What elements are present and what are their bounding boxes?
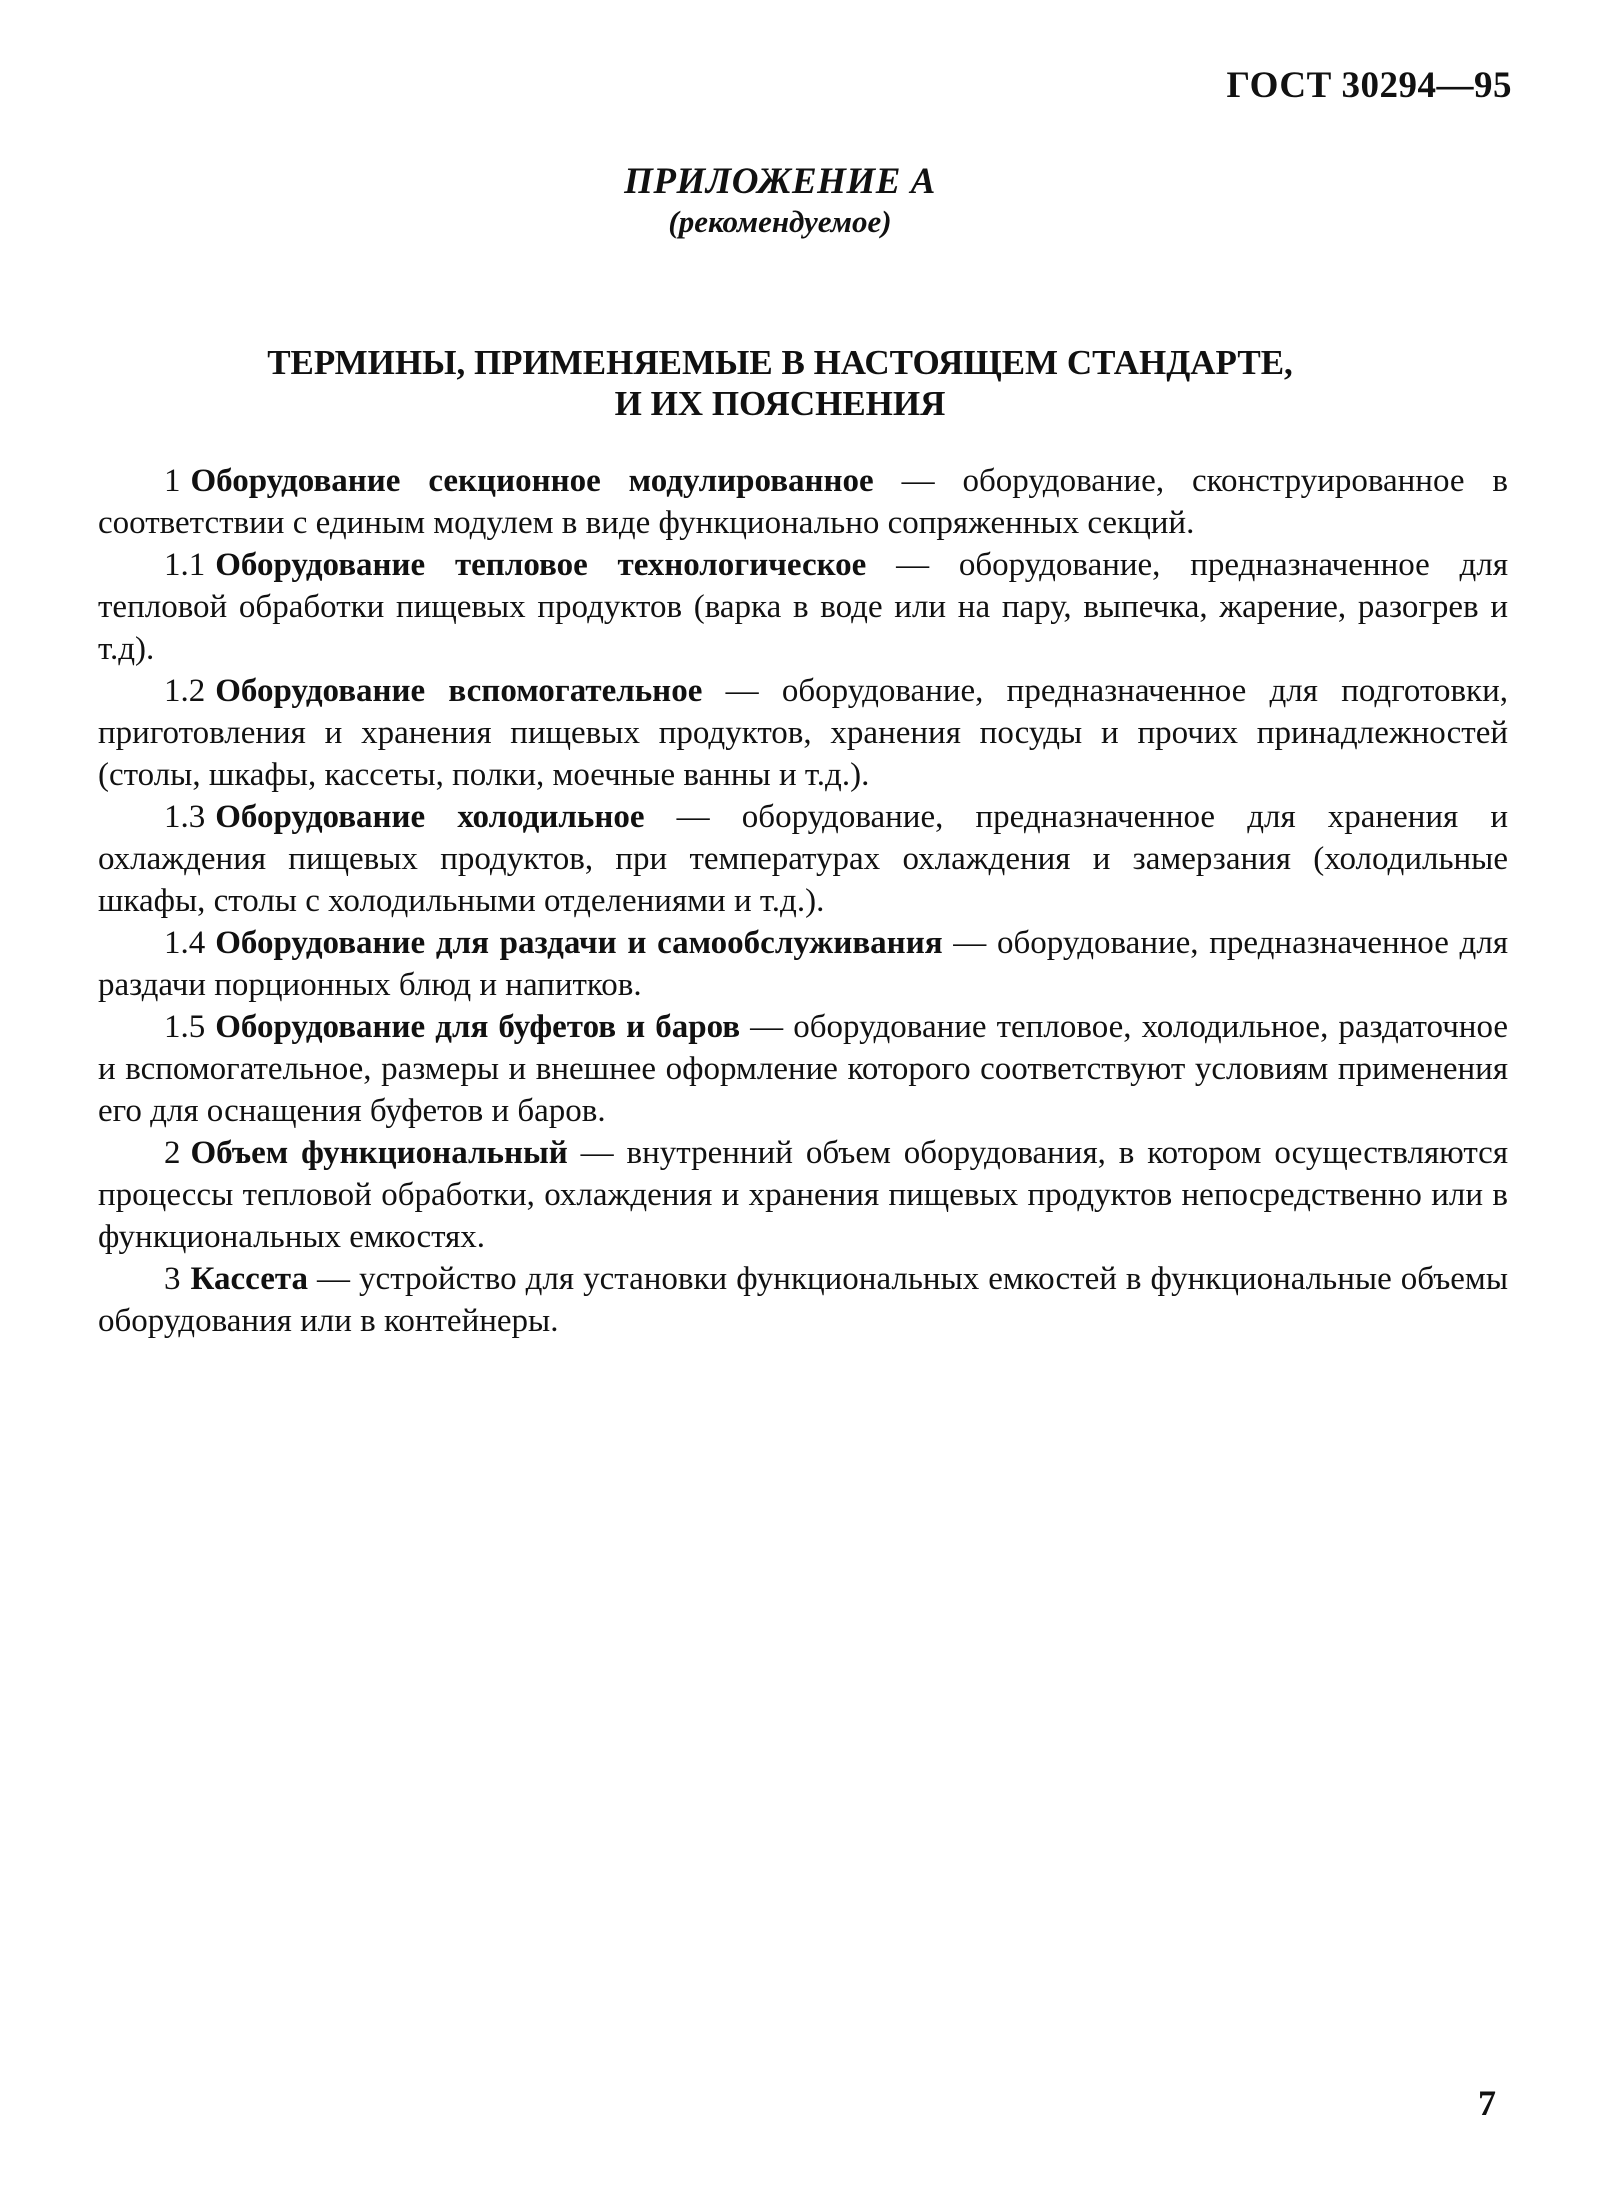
definition-item bbox=[98, 1006, 1508, 1132]
definition-text: — оборудование, предназначенное для раздачи порционных блюд и напитков. bbox=[98, 925, 1508, 1003]
definition-term: Оборудование тепловое технологическое bbox=[215, 547, 867, 583]
definition-term: Оборудование холодильное bbox=[215, 799, 645, 835]
document-code: ГОСТ 30294—95 bbox=[1226, 65, 1512, 106]
definitions-list bbox=[98, 460, 1508, 1342]
definition-number: 2 bbox=[164, 1135, 181, 1171]
definition-text: — внутренний объем оборудования, в котором осуществляются процессы тепловой обработки, охлаждения и хранения пищевых продуктов непосредственно или в функциональных емкостях. bbox=[98, 1135, 1508, 1255]
definition-number: 1.2 bbox=[164, 673, 206, 709]
definition-text: — оборудование, сконструированное в соответствии с единым модулем в виде функционально сопряженных секций. bbox=[98, 463, 1508, 541]
definition-text: — оборудование, предназначенное для подготовки, приготовления и хранения пищевых продуктов, хранения посуды и прочих принадлежностей (столы, шкафы, кассеты, полки, моечные ванны и т.д.). bbox=[98, 673, 1508, 793]
definition-term: Оборудование для раздачи и самообслуживания bbox=[215, 925, 943, 961]
section-title-line-1: ТЕРМИНЫ, ПРИМЕНЯЕМЫЕ В НАСТОЯЩЕМ СТАНДАРТЕ, bbox=[267, 343, 1293, 382]
definition-item bbox=[98, 544, 1508, 670]
definition-term: Оборудование для буфетов и баров bbox=[215, 1009, 741, 1045]
appendix-title: ПРИЛОЖЕНИЕ А bbox=[624, 161, 936, 202]
definition-number: 1 bbox=[164, 463, 181, 499]
definition-number: 1.4 bbox=[164, 925, 206, 961]
appendix-subtitle: (рекомендуемое) bbox=[668, 204, 892, 239]
definition-item bbox=[98, 460, 1508, 544]
definition-term: Объем функциональный bbox=[190, 1135, 568, 1171]
definition-number: 1.1 bbox=[164, 547, 206, 583]
definition-term: Оборудование вспомогательное bbox=[215, 673, 703, 709]
definition-number: 1.5 bbox=[164, 1009, 206, 1045]
definition-text: — устройство для установки функциональных емкостей в функциональные объемы оборудования или в контейнеры. bbox=[98, 1261, 1508, 1339]
definition-item bbox=[98, 1132, 1508, 1258]
definition-term: Кассета bbox=[190, 1261, 308, 1297]
page-number: 7 bbox=[1478, 2083, 1496, 2123]
definition-item bbox=[98, 796, 1508, 922]
definition-text: — оборудование, предназначенное для хранения и охлаждения пищевых продуктов, при температурах охлаждения и замерзания (холодильные шкафы, столы с холодильными отделениями и т.д.). bbox=[98, 799, 1508, 919]
section-title-line-2: И ИХ ПОЯСНЕНИЯ bbox=[614, 384, 946, 423]
definition-term: Оборудование секционное модулированное bbox=[190, 463, 874, 499]
definition-number: 3 bbox=[164, 1261, 181, 1297]
definition-item bbox=[98, 922, 1508, 1006]
definition-item bbox=[98, 670, 1508, 796]
definition-text: — оборудование, предназначенное для тепловой обработки пищевых продуктов (варка в воде или на пару, выпечка, жарение, разогрев и т.д). bbox=[98, 547, 1508, 667]
definition-item bbox=[98, 1258, 1508, 1342]
section-title bbox=[0, 342, 1560, 424]
definition-text: — оборудование тепловое, холодильное, раздаточное и вспомогательное, размеры и внешнее оформление которого соответствуют условиям применения его для оснащения буфетов и баров. bbox=[98, 1009, 1508, 1129]
definition-number: 1.3 bbox=[164, 799, 206, 835]
